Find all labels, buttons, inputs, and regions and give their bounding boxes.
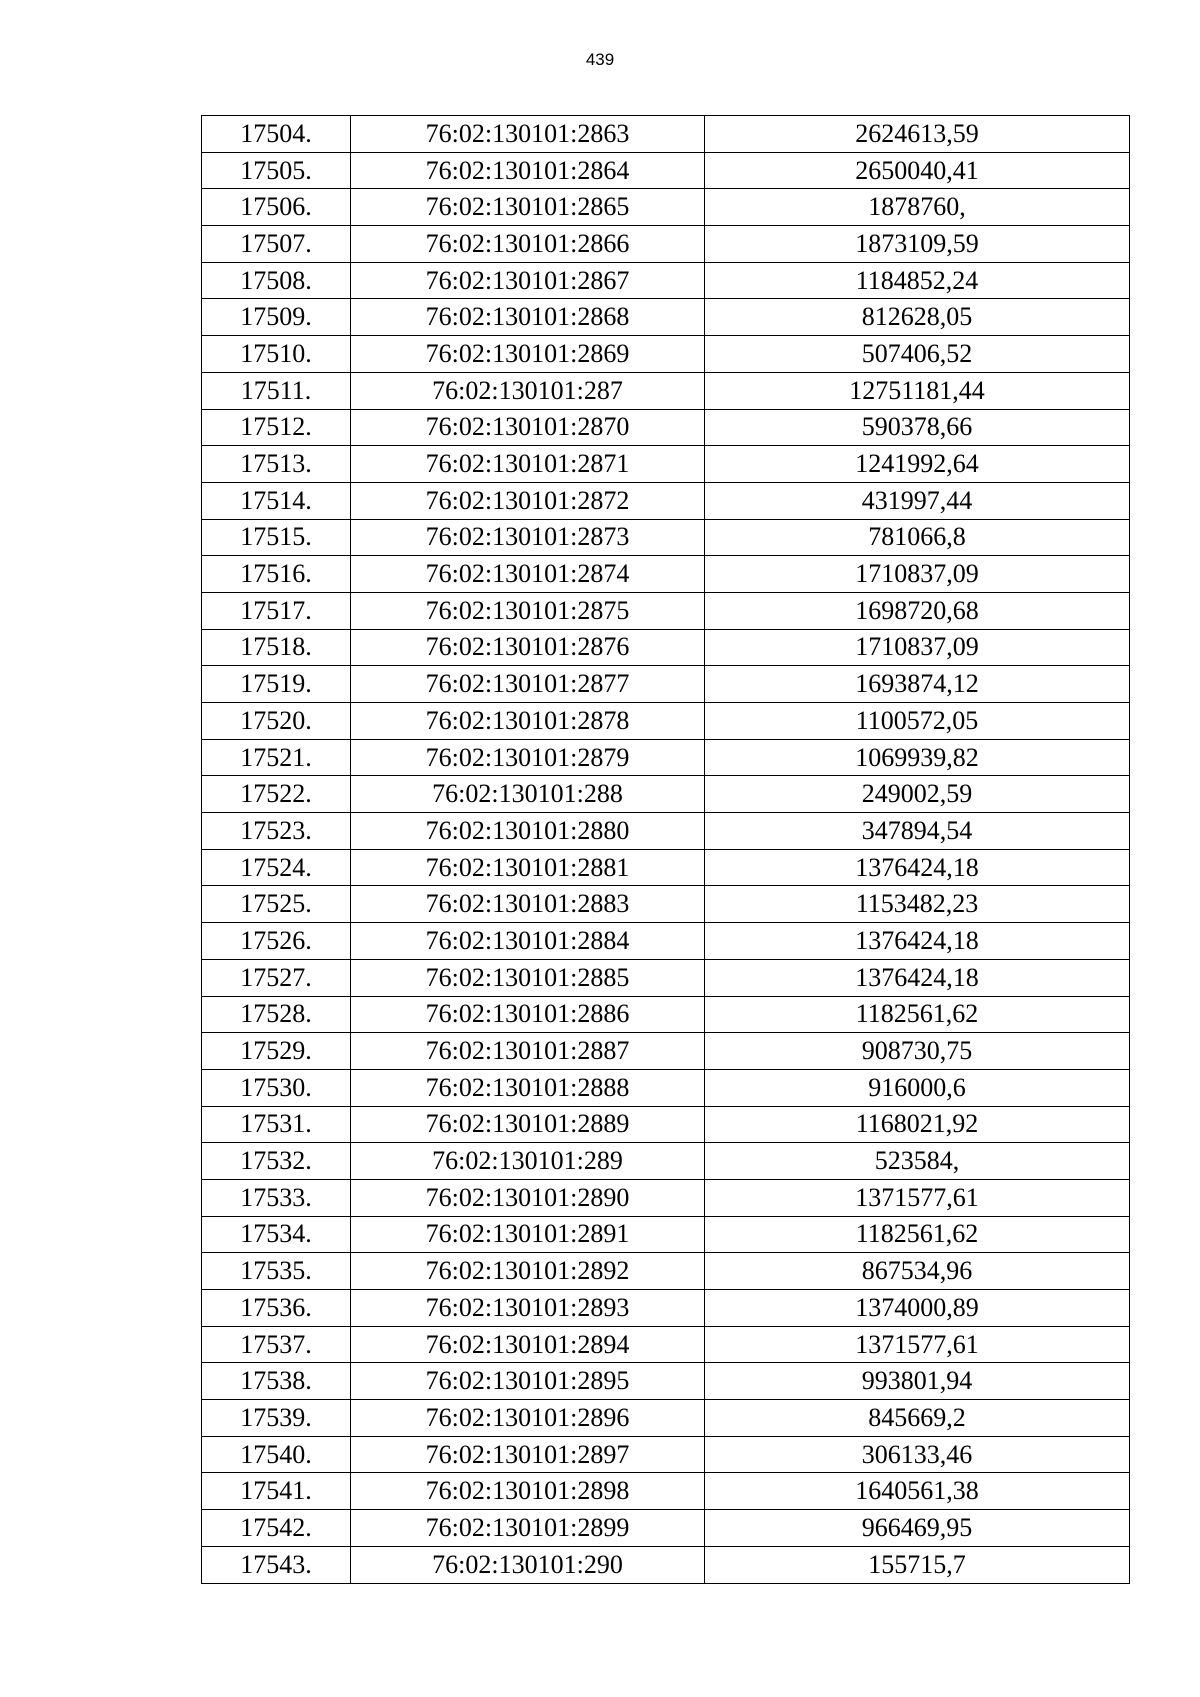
row-number-cell: 17505. (202, 152, 351, 189)
row-number-cell: 17519. (202, 666, 351, 703)
cadastral-value-cell: 1241992,64 (705, 446, 1130, 483)
cadastral-number-cell: 76:02:130101:2877 (351, 666, 705, 703)
cadastral-value-cell: 867534,96 (705, 1253, 1130, 1290)
table-row (202, 813, 1130, 850)
table-row (202, 1179, 1130, 1216)
cadastral-number-cell: 76:02:130101:2885 (351, 959, 705, 996)
row-number-cell: 17511. (202, 372, 351, 409)
table-row (202, 482, 1130, 519)
cadastral-number-cell: 76:02:130101:2866 (351, 226, 705, 263)
cadastral-number-cell: 76:02:130101:2869 (351, 336, 705, 373)
cadastral-value-cell: 1640561,38 (705, 1473, 1130, 1510)
row-number-cell: 17524. (202, 849, 351, 886)
table-row (202, 959, 1130, 996)
page-number: 439 (585, 50, 615, 69)
cadastral-number-cell: 76:02:130101:288 (351, 776, 705, 813)
table-row (202, 152, 1130, 189)
cadastral-number-cell: 76:02:130101:2884 (351, 923, 705, 960)
cadastral-number-cell: 76:02:130101:2868 (351, 299, 705, 336)
cadastral-value-cell: 1100572,05 (705, 703, 1130, 740)
cadastral-number-cell: 76:02:130101:2875 (351, 592, 705, 629)
table-row (202, 703, 1130, 740)
cadastral-value-cell: 2650040,41 (705, 152, 1130, 189)
cadastral-value-cell: 431997,44 (705, 482, 1130, 519)
row-number-cell: 17506. (202, 189, 351, 226)
table-row (202, 1253, 1130, 1290)
row-number-cell: 17525. (202, 886, 351, 923)
table-row (202, 849, 1130, 886)
cadastral-value-cell: 590378,66 (705, 409, 1130, 446)
cadastral-number-cell: 76:02:130101:2873 (351, 519, 705, 556)
table-row (202, 776, 1130, 813)
cadastral-value-cell: 1376424,18 (705, 959, 1130, 996)
table-row (202, 1326, 1130, 1363)
row-number-cell: 17521. (202, 739, 351, 776)
table-row (202, 1546, 1130, 1583)
cadastral-value-cell: 1371577,61 (705, 1179, 1130, 1216)
table-row (202, 299, 1130, 336)
cadastral-value-cell: 1710837,09 (705, 556, 1130, 593)
cadastral-value-cell: 1376424,18 (705, 849, 1130, 886)
table-row (202, 1473, 1130, 1510)
row-number-cell: 17532. (202, 1143, 351, 1180)
table-row (202, 1216, 1130, 1253)
cadastral-number-cell: 76:02:130101:287 (351, 372, 705, 409)
row-number-cell: 17522. (202, 776, 351, 813)
row-number-cell: 17504. (202, 116, 351, 153)
cadastral-number-cell: 76:02:130101:2888 (351, 1069, 705, 1106)
table-row (202, 1510, 1130, 1547)
cadastral-value-cell: 507406,52 (705, 336, 1130, 373)
row-number-cell: 17507. (202, 226, 351, 263)
cadastral-number-cell: 76:02:130101:2896 (351, 1400, 705, 1437)
cadastral-number-cell: 76:02:130101:2889 (351, 1106, 705, 1143)
cadastral-value-cell: 1182561,62 (705, 996, 1130, 1033)
row-number-cell: 17533. (202, 1179, 351, 1216)
row-number-cell: 17530. (202, 1069, 351, 1106)
row-number-cell: 17516. (202, 556, 351, 593)
table-row (202, 372, 1130, 409)
cadastral-value-cell: 916000,6 (705, 1069, 1130, 1106)
cadastral-number-cell: 76:02:130101:2881 (351, 849, 705, 886)
row-number-cell: 17528. (202, 996, 351, 1033)
table-row (202, 996, 1130, 1033)
cadastral-number-cell: 76:02:130101:2886 (351, 996, 705, 1033)
table-row (202, 739, 1130, 776)
cadastral-value-cell: 908730,75 (705, 1033, 1130, 1070)
cadastral-value-cell: 1153482,23 (705, 886, 1130, 923)
row-number-cell: 17520. (202, 703, 351, 740)
row-number-cell: 17540. (202, 1436, 351, 1473)
row-number-cell: 17539. (202, 1400, 351, 1437)
table-row (202, 1290, 1130, 1327)
cadastral-number-cell: 76:02:130101:2863 (351, 116, 705, 153)
table-row (202, 519, 1130, 556)
table-row (202, 446, 1130, 483)
row-number-cell: 17517. (202, 592, 351, 629)
row-number-cell: 17536. (202, 1290, 351, 1327)
row-number-cell: 17513. (202, 446, 351, 483)
row-number-cell: 17527. (202, 959, 351, 996)
cadastral-value-cell: 1698720,68 (705, 592, 1130, 629)
cadastral-number-cell: 76:02:130101:2891 (351, 1216, 705, 1253)
cadastral-value-cell: 155715,7 (705, 1546, 1130, 1583)
cadastral-number-cell: 76:02:130101:2871 (351, 446, 705, 483)
cadastral-number-cell: 76:02:130101:289 (351, 1143, 705, 1180)
cadastral-number-cell: 76:02:130101:2897 (351, 1436, 705, 1473)
table-row (202, 1106, 1130, 1143)
cadastral-value-cell: 1182561,62 (705, 1216, 1130, 1253)
cadastral-number-cell: 76:02:130101:2872 (351, 482, 705, 519)
cadastral-value-cell: 966469,95 (705, 1510, 1130, 1547)
cadastral-value-cell: 1710837,09 (705, 629, 1130, 666)
cadastral-number-cell: 76:02:130101:2892 (351, 1253, 705, 1290)
cadastral-value-cell: 1376424,18 (705, 923, 1130, 960)
table-row (202, 1436, 1130, 1473)
table-row (202, 189, 1130, 226)
cadastral-number-cell: 76:02:130101:2895 (351, 1363, 705, 1400)
cadastral-value-cell: 347894,54 (705, 813, 1130, 850)
row-number-cell: 17526. (202, 923, 351, 960)
row-number-cell: 17515. (202, 519, 351, 556)
table-row (202, 629, 1130, 666)
table-row (202, 116, 1130, 153)
table-row (202, 1069, 1130, 1106)
row-number-cell: 17542. (202, 1510, 351, 1547)
row-number-cell: 17529. (202, 1033, 351, 1070)
cadastral-number-cell: 76:02:130101:2878 (351, 703, 705, 740)
table-row (202, 336, 1130, 373)
table-row (202, 226, 1130, 263)
row-number-cell: 17512. (202, 409, 351, 446)
cadastral-value-table (201, 115, 1130, 1584)
cadastral-number-cell: 76:02:130101:2864 (351, 152, 705, 189)
row-number-cell: 17510. (202, 336, 351, 373)
cadastral-value-cell: 1184852,24 (705, 262, 1130, 299)
cadastral-number-cell: 76:02:130101:2874 (351, 556, 705, 593)
cadastral-number-cell: 76:02:130101:290 (351, 1546, 705, 1583)
cadastral-number-cell: 76:02:130101:2883 (351, 886, 705, 923)
table-row (202, 666, 1130, 703)
cadastral-value-cell: 1878760, (705, 189, 1130, 226)
cadastral-value-cell: 2624613,59 (705, 116, 1130, 153)
cadastral-number-cell: 76:02:130101:2893 (351, 1290, 705, 1327)
cadastral-value-cell: 1374000,89 (705, 1290, 1130, 1327)
cadastral-value-cell: 1168021,92 (705, 1106, 1130, 1143)
row-number-cell: 17538. (202, 1363, 351, 1400)
cadastral-number-cell: 76:02:130101:2890 (351, 1179, 705, 1216)
cadastral-number-cell: 76:02:130101:2876 (351, 629, 705, 666)
cadastral-number-cell: 76:02:130101:2867 (351, 262, 705, 299)
table-row (202, 1363, 1130, 1400)
cadastral-value-cell: 781066,8 (705, 519, 1130, 556)
cadastral-value-cell: 1873109,59 (705, 226, 1130, 263)
cadastral-number-cell: 76:02:130101:2894 (351, 1326, 705, 1363)
cadastral-value-cell: 845669,2 (705, 1400, 1130, 1437)
row-number-cell: 17523. (202, 813, 351, 850)
table-row (202, 556, 1130, 593)
row-number-cell: 17509. (202, 299, 351, 336)
cadastral-number-cell: 76:02:130101:2899 (351, 1510, 705, 1547)
row-number-cell: 17535. (202, 1253, 351, 1290)
cadastral-number-cell: 76:02:130101:2898 (351, 1473, 705, 1510)
cadastral-value-cell: 1371577,61 (705, 1326, 1130, 1363)
table-row (202, 409, 1130, 446)
cadastral-value-cell: 1069939,82 (705, 739, 1130, 776)
table-row (202, 1033, 1130, 1070)
row-number-cell: 17531. (202, 1106, 351, 1143)
row-number-cell: 17541. (202, 1473, 351, 1510)
table-row (202, 886, 1130, 923)
cadastral-number-cell: 76:02:130101:2865 (351, 189, 705, 226)
cadastral-value-cell: 1693874,12 (705, 666, 1130, 703)
cadastral-value-cell: 12751181,44 (705, 372, 1130, 409)
table-row (202, 1400, 1130, 1437)
row-number-cell: 17508. (202, 262, 351, 299)
table-body (202, 116, 1130, 1584)
row-number-cell: 17514. (202, 482, 351, 519)
cadastral-value-cell: 812628,05 (705, 299, 1130, 336)
cadastral-number-cell: 76:02:130101:2887 (351, 1033, 705, 1070)
row-number-cell: 17534. (202, 1216, 351, 1253)
table-row (202, 262, 1130, 299)
cadastral-value-cell: 523584, (705, 1143, 1130, 1180)
cadastral-number-cell: 76:02:130101:2880 (351, 813, 705, 850)
cadastral-value-cell: 306133,46 (705, 1436, 1130, 1473)
row-number-cell: 17537. (202, 1326, 351, 1363)
table-row (202, 923, 1130, 960)
row-number-cell: 17518. (202, 629, 351, 666)
cadastral-number-cell: 76:02:130101:2870 (351, 409, 705, 446)
table-row (202, 1143, 1130, 1180)
cadastral-number-cell: 76:02:130101:2879 (351, 739, 705, 776)
table-row (202, 592, 1130, 629)
cadastral-value-cell: 249002,59 (705, 776, 1130, 813)
row-number-cell: 17543. (202, 1546, 351, 1583)
cadastral-value-cell: 993801,94 (705, 1363, 1130, 1400)
